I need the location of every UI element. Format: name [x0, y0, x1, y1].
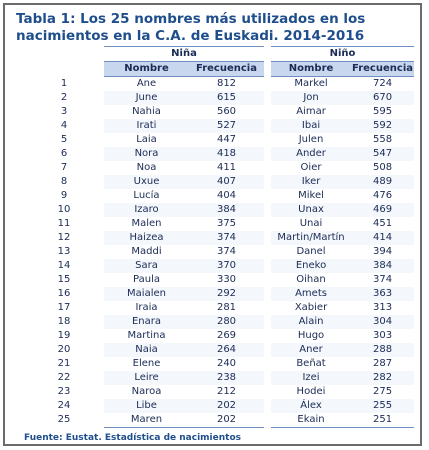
table-row: [24, 287, 414, 301]
boy-name-cell: Unai: [271, 217, 351, 231]
boy-name-cell: Oier: [271, 161, 351, 175]
girl-name-cell: Sara: [104, 259, 189, 273]
girl-frequency-cell: 375: [189, 217, 264, 231]
girl-frequency-cell: 447: [189, 133, 264, 147]
boy-name-cell: Oihan: [271, 273, 351, 287]
girl-name-cell: Naroa: [104, 385, 189, 399]
boy-name-cell: Iker: [271, 175, 351, 189]
girl-frequency-cell: 202: [189, 413, 264, 428]
boys-frequency-header: Frecuencia: [351, 62, 414, 77]
boy-name-cell: Unax: [271, 203, 351, 217]
boy-frequency-cell: 313: [351, 301, 414, 315]
girls-name-header: Nombre: [104, 62, 189, 77]
girl-frequency-cell: 240: [189, 357, 264, 371]
group-header-row: [24, 47, 414, 62]
boy-name-cell: Beñat: [271, 357, 351, 371]
boy-frequency-cell: 724: [351, 77, 414, 92]
boy-name-cell: Ibai: [271, 119, 351, 133]
table-row: [24, 385, 414, 399]
table-row: [24, 91, 414, 105]
table-row: [24, 343, 414, 357]
rank-cell: 5: [60, 134, 68, 145]
girl-name-cell: Ane: [104, 77, 189, 92]
boy-name-cell: Amets: [271, 287, 351, 301]
rank-cell: 19: [57, 330, 71, 341]
table-row: [24, 217, 414, 231]
table-row: [24, 203, 414, 217]
girl-name-cell: Uxue: [104, 175, 189, 189]
boy-frequency-cell: 489: [351, 175, 414, 189]
girl-frequency-cell: 407: [189, 175, 264, 189]
boys-name-header: Nombre: [271, 62, 351, 77]
boy-name-cell: Ekain: [271, 413, 351, 428]
girl-frequency-cell: 202: [189, 399, 264, 413]
source-note: Fuente: Eustat. Estadística de nacimientos: [24, 433, 241, 443]
rank-cell: 1: [60, 77, 68, 89]
boy-frequency-cell: 384: [351, 259, 414, 273]
boy-frequency-cell: 303: [351, 329, 414, 343]
rank-cell: 14: [57, 260, 71, 271]
rank-cell: 13: [57, 246, 71, 257]
boy-name-cell: Julen: [271, 133, 351, 147]
girl-frequency-cell: 264: [189, 343, 264, 357]
boy-name-cell: Alain: [271, 315, 351, 329]
table-row: [24, 259, 414, 273]
figure-frame: [3, 3, 422, 446]
boy-name-cell: Hodei: [271, 385, 351, 399]
girl-name-cell: Malen: [104, 217, 189, 231]
boy-name-cell: Markel: [271, 77, 351, 92]
table-row: [24, 329, 414, 343]
boy-name-cell: Danel: [271, 245, 351, 259]
rank-cell: 11: [57, 218, 71, 229]
boy-frequency-cell: 363: [351, 287, 414, 301]
girl-frequency-cell: 418: [189, 147, 264, 161]
rank-cell: 15: [57, 274, 71, 285]
rank-cell: 7: [60, 162, 68, 173]
girl-name-cell: Naia: [104, 343, 189, 357]
girl-frequency-cell: 212: [189, 385, 264, 399]
girl-name-cell: Irati: [104, 119, 189, 133]
rank-cell: 3: [60, 106, 68, 117]
boy-frequency-cell: 547: [351, 147, 414, 161]
boys-group-header: Niño: [271, 47, 414, 62]
table-row: [24, 357, 414, 371]
boy-name-cell: Aner: [271, 343, 351, 357]
table-row: [24, 245, 414, 259]
table-row: [24, 399, 414, 413]
girl-frequency-cell: 238: [189, 371, 264, 385]
girl-frequency-cell: 615: [189, 91, 264, 105]
girl-name-cell: Martina: [104, 329, 189, 343]
boy-name-cell: Mikel: [271, 189, 351, 203]
rank-cell: 10: [57, 204, 71, 215]
rank-cell: 2: [60, 92, 68, 103]
boy-frequency-cell: 469: [351, 203, 414, 217]
boy-name-cell: Eneko: [271, 259, 351, 273]
girl-name-cell: Izaro: [104, 203, 189, 217]
table-row: [24, 413, 414, 428]
rank-cell: 8: [60, 176, 68, 187]
girl-frequency-cell: 280: [189, 315, 264, 329]
girl-frequency-cell: 281: [189, 301, 264, 315]
rank-cell: 9: [60, 190, 68, 201]
boy-name-cell: Hugo: [271, 329, 351, 343]
girls-frequency-header: Frecuencia: [189, 62, 264, 77]
boy-name-cell: Álex: [271, 399, 351, 413]
boy-name-cell: Aimar: [271, 105, 351, 119]
girl-name-cell: Maialen: [104, 287, 189, 301]
rank-cell: 12: [57, 232, 71, 243]
table-row: [24, 189, 414, 203]
table-title: Tabla 1: Los 25 nombres más utilizados en los nacimientos en la C.A. de Euskadi. 2014-2016: [16, 11, 366, 44]
girl-frequency-cell: 411: [189, 161, 264, 175]
girl-name-cell: Paula: [104, 273, 189, 287]
names-table: [24, 46, 414, 428]
girl-frequency-cell: 560: [189, 105, 264, 119]
column-header-row: [24, 62, 414, 77]
rank-cell: 25: [57, 414, 71, 426]
boy-frequency-cell: 287: [351, 357, 414, 371]
boy-frequency-cell: 394: [351, 245, 414, 259]
girl-name-cell: Nahia: [104, 105, 189, 119]
table-row: [24, 133, 414, 147]
girls-group-header: Niña: [104, 47, 264, 62]
table-row: [24, 77, 414, 92]
rank-cell: 21: [57, 358, 71, 369]
rank-cell: 16: [57, 288, 71, 299]
table-row: [24, 119, 414, 133]
table-row: [24, 273, 414, 287]
girl-name-cell: Maren: [104, 413, 189, 428]
boy-frequency-cell: 275: [351, 385, 414, 399]
boy-frequency-cell: 255: [351, 399, 414, 413]
girl-name-cell: Enara: [104, 315, 189, 329]
boy-name-cell: Ander: [271, 147, 351, 161]
rank-cell: 18: [57, 316, 71, 327]
girl-name-cell: Iraia: [104, 301, 189, 315]
table-row: [24, 371, 414, 385]
boy-name-cell: Izei: [271, 371, 351, 385]
girl-frequency-cell: 269: [189, 329, 264, 343]
girl-name-cell: June: [104, 91, 189, 105]
boy-frequency-cell: 288: [351, 343, 414, 357]
table-row: [24, 161, 414, 175]
rank-cell: 20: [57, 344, 71, 355]
girl-name-cell: Lucía: [104, 189, 189, 203]
boy-frequency-cell: 282: [351, 371, 414, 385]
girl-name-cell: Haizea: [104, 231, 189, 245]
rank-cell: 4: [60, 120, 68, 131]
boy-frequency-cell: 414: [351, 231, 414, 245]
boy-frequency-cell: 251: [351, 413, 414, 428]
table-row: [24, 315, 414, 329]
boy-name-cell: Xabier: [271, 301, 351, 315]
table-row: [24, 147, 414, 161]
girl-name-cell: Elene: [104, 357, 189, 371]
table-row: [24, 105, 414, 119]
girl-frequency-cell: 527: [189, 119, 264, 133]
girl-frequency-cell: 404: [189, 189, 264, 203]
girl-name-cell: Laia: [104, 133, 189, 147]
rank-cell: 17: [57, 302, 71, 313]
boy-name-cell: Martin/Martín: [271, 231, 351, 245]
table-row: [24, 301, 414, 315]
boy-frequency-cell: 374: [351, 273, 414, 287]
rank-cell: 23: [57, 386, 71, 397]
girl-frequency-cell: 384: [189, 203, 264, 217]
boy-frequency-cell: 451: [351, 217, 414, 231]
table-row: [24, 231, 414, 245]
rank-cell: 24: [57, 400, 71, 411]
boy-frequency-cell: 558: [351, 133, 414, 147]
girl-frequency-cell: 812: [189, 77, 264, 92]
girl-name-cell: Nora: [104, 147, 189, 161]
girl-name-cell: Leire: [104, 371, 189, 385]
boy-frequency-cell: 476: [351, 189, 414, 203]
boy-frequency-cell: 592: [351, 119, 414, 133]
boy-frequency-cell: 670: [351, 91, 414, 105]
girl-frequency-cell: 292: [189, 287, 264, 301]
boy-frequency-cell: 304: [351, 315, 414, 329]
girl-frequency-cell: 374: [189, 231, 264, 245]
girl-name-cell: Noa: [104, 161, 189, 175]
boy-frequency-cell: 508: [351, 161, 414, 175]
girl-name-cell: Libe: [104, 399, 189, 413]
girl-name-cell: Maddi: [104, 245, 189, 259]
table-row: [24, 175, 414, 189]
rank-cell: 6: [60, 148, 68, 159]
girl-frequency-cell: 370: [189, 259, 264, 273]
rank-cell: 22: [57, 372, 71, 383]
girl-frequency-cell: 330: [189, 273, 264, 287]
girl-frequency-cell: 374: [189, 245, 264, 259]
boy-name-cell: Jon: [271, 91, 351, 105]
boy-frequency-cell: 595: [351, 105, 414, 119]
